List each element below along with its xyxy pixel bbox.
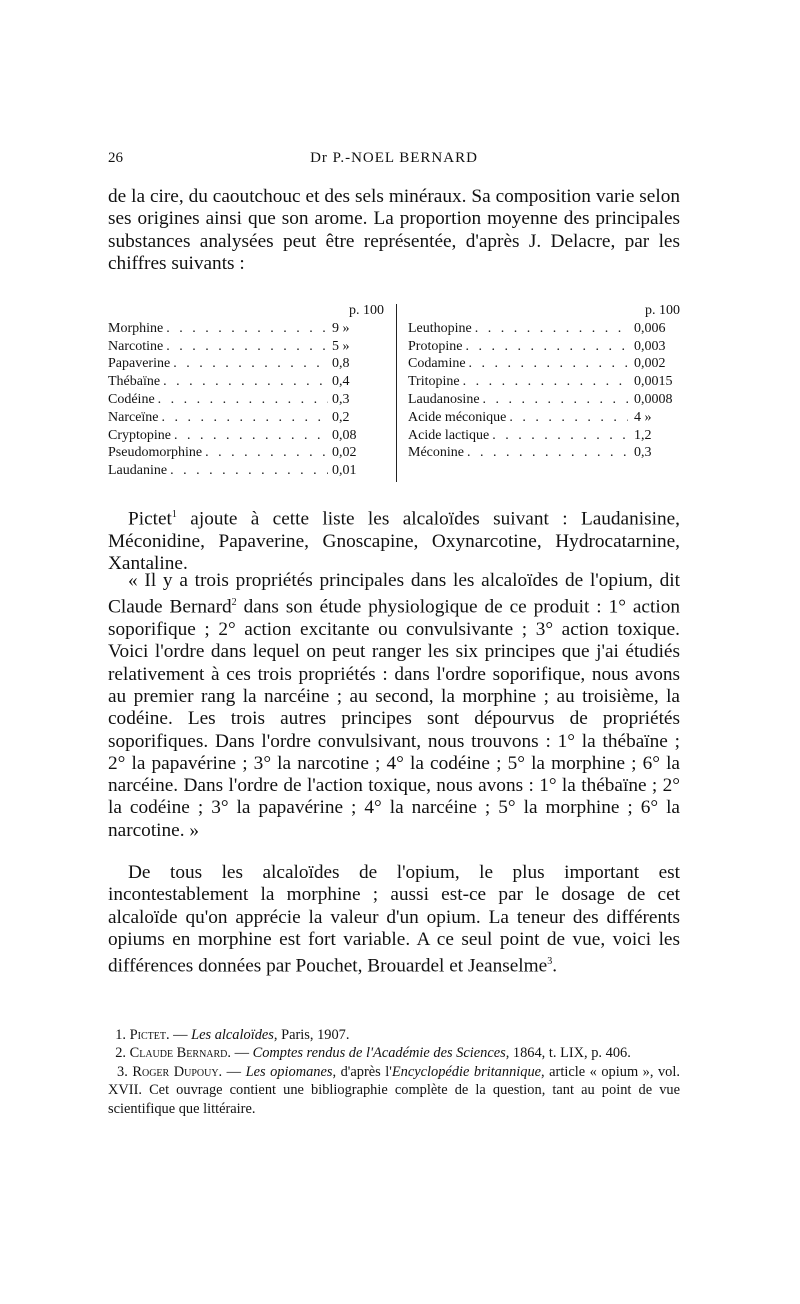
- leader-dots: [462, 338, 628, 356]
- alcaloides-text: De tous les alcaloïdes de l'opium, le plus important est incontestablement la morphine ; aussi est-ce par le dosage de cet alcaloïde qu'on apprécie la valeur d'un opium. La teneur des différents opiums en morphine est fort variable. A ce seul point de vue, voici les différences données par Pouchet, Brouardel et Jeanselme: [108, 862, 680, 977]
- leader-dots: [171, 427, 328, 445]
- footnotes: [108, 1026, 680, 1118]
- table-row: [408, 338, 680, 356]
- table-row: [108, 462, 384, 480]
- table-row: [108, 338, 384, 356]
- substance-value: 0,8: [332, 356, 350, 372]
- substance-value: 0,0008: [634, 391, 673, 407]
- leader-dots: [170, 355, 328, 373]
- leader-dots: [202, 444, 328, 462]
- table-row: [108, 391, 384, 409]
- footnote-author: Roger Dupouy.: [132, 1063, 223, 1080]
- page-number: 26: [108, 150, 123, 166]
- table-row: [108, 373, 384, 391]
- alcaloides-paragraph: [108, 862, 680, 978]
- footnote-number: 2.: [115, 1045, 126, 1062]
- substance-name: Protopine: [408, 338, 463, 354]
- substance-value: 0,003: [634, 338, 666, 354]
- footnote-1: [108, 1026, 680, 1044]
- quote-before: « Il y a trois propriétés principales dans les alcaloïdes de l'opium, dit Claude Bernard: [108, 570, 680, 618]
- leader-dots: [489, 427, 628, 445]
- leader-dots: [506, 409, 628, 427]
- substance-name: Cryptopine: [108, 427, 171, 443]
- table-row: [408, 409, 680, 427]
- leader-dots: [460, 373, 628, 391]
- table-row: [408, 320, 680, 338]
- pictet-text: ajoute à cette liste les alcaloïdes suivant : Laudanisine, Méconidine, Papaverine, Gnoscapine, Oxynarcotine, Hydrocatarnine, Xantaline.: [108, 508, 680, 575]
- table-row: [408, 355, 680, 373]
- table-row: [408, 373, 680, 391]
- footnote-rest: , 1864, t. LIX, p. 406.: [505, 1045, 631, 1062]
- table-row: [108, 409, 384, 427]
- unit-label: p. 100: [645, 303, 680, 318]
- footnote-separator: —: [231, 1045, 253, 1062]
- footnote-separator: —: [169, 1027, 192, 1043]
- alcaloides-end: .: [552, 955, 558, 977]
- unit-label: p. 100: [349, 303, 384, 318]
- footnote-author: Pictet.: [129, 1027, 170, 1043]
- footnote-number: 3.: [117, 1063, 128, 1080]
- leader-dots: [480, 391, 628, 409]
- substance-name: Narcotine: [108, 338, 164, 354]
- footnote-ref-3: 3: [547, 956, 553, 968]
- leader-dots: [163, 320, 328, 338]
- leader-dots: [163, 338, 328, 356]
- quote-paragraph: [108, 570, 680, 842]
- table-row: [108, 320, 384, 338]
- intro-paragraph: de la cire, du caoutchouc et des sels minéraux. Sa composition varie selon ses origines ainsi que son arome. La proportion moyenne des principales substances analysées peut être représentée, d'après J. Delacre, par les chiffres suivants :: [108, 186, 680, 274]
- footnote-number: 1.: [115, 1027, 126, 1043]
- substance-value: 0,02: [332, 445, 357, 461]
- page-header: [108, 150, 680, 170]
- quote-after: dans son étude physiologique de ce produit : 1° action soporifique ; 2° action excitante ou convulsivante ; 3° action toxique. Voici l'ordre dans lequel on peut ranger les six principes que j'ai étudiés relativement à ces trois propriétés : dans l'ordre soporifique, nous avons au premier rang la narcéine ; au second, la morphine ; au troisième, la codéine. Les trois autres principes sont dépourvus de propriétés soporifiques. Dans l'ordre convulsivant, nous trouvons : 1° la thébaïne ; 2° la papavérine ; 3° la narcotine ; 4° la codéine ; 5° la morphine ; 6° la narcéine. Dans l'ordre de l'action toxique, nous avons : 1° la thébaïne ; 2° la codéine ; 3° la papavérine ; 4° la narcéine ; 5° la morphine ; 6° la narcotine. »: [108, 596, 680, 841]
- footnote-2: [108, 1044, 680, 1062]
- leader-dots: [464, 444, 628, 462]
- footnote-mid: , d'après l': [332, 1063, 392, 1080]
- leader-dots: [160, 373, 328, 391]
- leader-dots: [159, 409, 328, 427]
- footnote-ref-2: 2: [231, 597, 237, 609]
- substance-name: Tritopine: [408, 374, 460, 390]
- footnote-separator: —: [222, 1063, 246, 1080]
- substance-value: 9 »: [332, 320, 350, 336]
- substance-value: 0,006: [634, 320, 666, 336]
- substance-name: Morphine: [108, 320, 164, 336]
- substance-name: Méconine: [408, 445, 464, 461]
- table-row: [108, 355, 384, 373]
- substance-value: 0,4: [332, 374, 350, 390]
- substance-value: 5 »: [332, 338, 350, 354]
- leader-dots: [472, 320, 628, 338]
- substance-value: 0,0015: [634, 374, 673, 390]
- pictet-paragraph: [108, 504, 680, 575]
- substance-value: 0,3: [634, 445, 652, 461]
- table-left-column: [108, 302, 384, 480]
- table-row: [108, 444, 384, 462]
- substance-name: Laudanosine: [408, 391, 480, 407]
- footnote-title-2: Encyclopédie britannique: [391, 1063, 542, 1080]
- pictet-name: Pictet: [128, 508, 172, 530]
- table-right-column: [408, 302, 680, 462]
- substance-name: Papaverine: [108, 356, 171, 372]
- substance-name: Codamine: [408, 356, 466, 372]
- footnote-title: Les alcaloïdes: [191, 1027, 274, 1043]
- substance-name: Narceïne: [108, 409, 159, 425]
- leader-dots: [466, 355, 628, 373]
- footnote-title: Comptes rendus de l'Académie des Sciences: [252, 1045, 506, 1062]
- column-divider: [396, 304, 397, 482]
- running-head: Dr P.-NOEL BERNARD: [310, 150, 478, 166]
- footnote-rest: , article « opium », vol. XVII. Cet ouvrage contient une bibliographie complète de la question, tant au point de vue scientifique que littéraire.: [108, 1063, 680, 1117]
- substance-value: 0,08: [332, 427, 357, 443]
- table-row: [408, 444, 680, 462]
- substance-name: Thébaïne: [108, 374, 161, 390]
- footnote-3: [108, 1063, 680, 1118]
- table-row: [108, 427, 384, 445]
- leader-dots: [155, 391, 328, 409]
- table-row: [408, 391, 680, 409]
- substance-value: 0,002: [634, 356, 666, 372]
- footnote-rest: , Paris, 1907.: [273, 1027, 350, 1043]
- footnote-title: Les opiomanes: [245, 1063, 333, 1080]
- substance-name: Pseudomorphine: [108, 445, 203, 461]
- substance-value: 0,2: [332, 409, 350, 425]
- substance-name: Laudanine: [108, 463, 168, 479]
- substance-name: Leuthopine: [408, 320, 472, 336]
- footnote-ref-1: 1: [171, 509, 177, 520]
- substance-value: 0,01: [332, 463, 357, 479]
- substance-value: 4 »: [634, 409, 652, 425]
- substance-value: 1,2: [634, 427, 652, 443]
- substance-name: Acide méconique: [408, 409, 507, 425]
- substance-value: 0,3: [332, 391, 350, 407]
- substance-name: Acide lactique: [408, 427, 490, 443]
- footnote-author: Claude Bernard.: [129, 1045, 231, 1062]
- leader-dots: [167, 462, 328, 480]
- table-row: [408, 427, 680, 445]
- substance-name: Codéine: [108, 391, 155, 407]
